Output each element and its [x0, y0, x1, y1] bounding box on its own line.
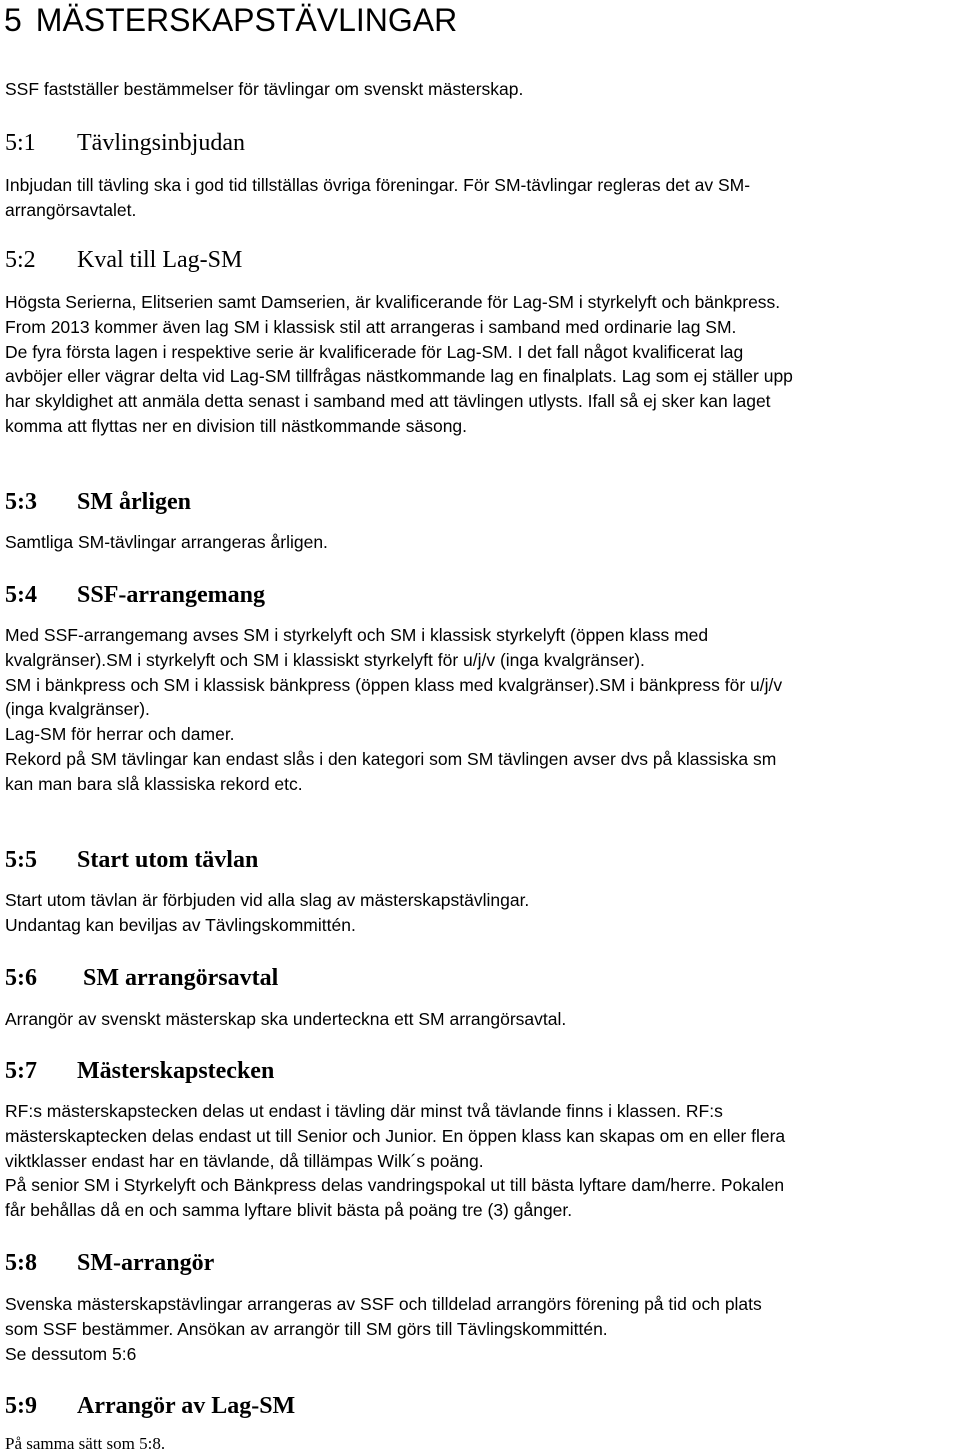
section-title: SSF-arrangemang — [77, 582, 265, 608]
body-line: kan man bara slå klassiska rekord etc. — [5, 773, 303, 794]
body-line: De fyra första lagen i respektive serie är kvalificerade för Lag-SM. I det fall något kvalificerat lag — [5, 341, 744, 362]
section-body — [5, 530, 957, 555]
section-body — [5, 888, 957, 938]
section-body — [5, 1292, 957, 1366]
chapter-intro — [5, 77, 957, 102]
body-line: Högsta Serierna, Elitserien samt Damserien, är kvalificerande för Lag-SM i styrkelyft och bänkpress. — [5, 292, 781, 312]
section-number: 5:2 — [5, 247, 36, 273]
section-body — [5, 1434, 165, 1454]
chapter-heading — [4, 0, 457, 40]
section-body — [5, 1007, 957, 1032]
body-line: Rekord på SM tävlingar kan endast slås i den kategori som SM tävlingen avser dvs på klassiska sm — [5, 748, 777, 769]
section-number: 5:6 — [5, 965, 37, 991]
section-body — [5, 1099, 957, 1223]
section-number: 5:8 — [5, 1250, 37, 1276]
section-title: Tävlingsinbjudan — [77, 130, 245, 156]
body-line: Samtliga SM-tävlingar arrangeras årligen. — [5, 532, 328, 552]
section-number: 5:1 — [5, 130, 36, 156]
section-body — [5, 623, 957, 797]
section-number: 5:7 — [5, 1058, 37, 1084]
body-line: RF:s mästerskapstecken delas ut endast i tävling där minst två tävlande finns i klassen. RF:s — [5, 1101, 723, 1121]
body-line: komma att flyttas ner en division till nästkommande säsong. — [5, 415, 468, 436]
section-title: SM arrangörsavtal — [83, 965, 279, 991]
chapter-number: 5 — [4, 2, 22, 38]
body-line: avböjer eller vägrar delta vid Lag-SM tillfrågas nästkommande lag en finalplats. Lag som ej ställer upp — [5, 366, 793, 387]
body-line: kvalgränser).SM i styrkelyft och SM i klassiskt styrkelyft för u/j/v (inga kvalgränser). — [5, 649, 645, 670]
body-line: (inga kvalgränser). — [5, 699, 150, 720]
section-number: 5:9 — [5, 1393, 37, 1419]
section-title: Start utom tävlan — [77, 847, 259, 873]
section-title: SM årligen — [77, 489, 191, 515]
section-number: 5:4 — [5, 582, 37, 608]
body-line: Undantag kan beviljas av Tävlingskommittén. — [5, 914, 356, 935]
body-line: På samma sätt som 5:8. — [5, 1434, 166, 1453]
section-number: 5:3 — [5, 489, 37, 515]
body-line: Se dessutom 5:6 — [5, 1343, 137, 1364]
section-title: Kval till Lag-SM — [77, 247, 243, 273]
section-number: 5:5 — [5, 847, 37, 873]
body-line: Svenska mästerskapstävlingar arrangeras av SSF och tilldelad arrangörs förening på tid och plats — [5, 1294, 762, 1314]
body-line: viktklasser endast har en tävlande, då tillämpas Wilk´s poäng. — [5, 1150, 484, 1171]
section-title: Arrangör av Lag-SM — [77, 1393, 296, 1419]
body-line: som SSF bestämmer. Ansökan av arrangör till SM görs till Tävlingskommittén. — [5, 1318, 608, 1339]
body-line: får behållas då en och samma lyftare blivit bästa på poäng tre (3) gånger. — [5, 1200, 573, 1221]
section-title: Mästerskapstecken — [77, 1058, 275, 1084]
body-line: Start utom tävlan är förbjuden vid alla slag av mästerskapstävlingar. — [5, 890, 530, 910]
section-body — [5, 173, 957, 223]
intro-line: SSF fastställer bestämmelser för tävlingar om svenskt mästerskap. — [5, 79, 524, 99]
body-line: På senior SM i Styrkelyft och Bänkpress delas vandringspokal ut till bästa lyftare dam/herre. Pokalen — [5, 1175, 785, 1196]
body-line: mästerskaptecken delas endast ut till Senior och Junior. En öppen klass kan skapas om en eller flera — [5, 1125, 786, 1146]
chapter-title: MÄSTERSKAPSTÄVLINGAR — [35, 2, 458, 38]
body-line: arrangörsavtalet. — [5, 199, 137, 220]
section-body — [5, 290, 957, 439]
body-line: Arrangör av svenskt mästerskap ska underteckna ett SM arrangörsavtal. — [5, 1009, 567, 1029]
body-line: har skyldighet att anmäla detta senast i samband med att tävlingen utlysts. Ifall så ej sker kan laget — [5, 391, 771, 412]
body-line: Lag-SM för herrar och damer. — [5, 724, 235, 745]
body-line: SM i bänkpress och SM i klassisk bänkpress (öppen klass med kvalgränser).SM i bänkpress för u/j/v — [5, 674, 783, 695]
body-line: From 2013 kommer även lag SM i klassisk stil att arrangeras i samband med ordinarie lag SM. — [5, 316, 737, 337]
section-title: SM-arrangör — [77, 1250, 215, 1276]
body-line: Med SSF-arrangemang avses SM i styrkelyft och SM i klassisk styrkelyft (öppen klass med — [5, 625, 709, 645]
body-line: Inbjudan till tävling ska i god tid tillställas övriga föreningar. För SM-tävlingar regleras det av SM- — [5, 175, 751, 195]
